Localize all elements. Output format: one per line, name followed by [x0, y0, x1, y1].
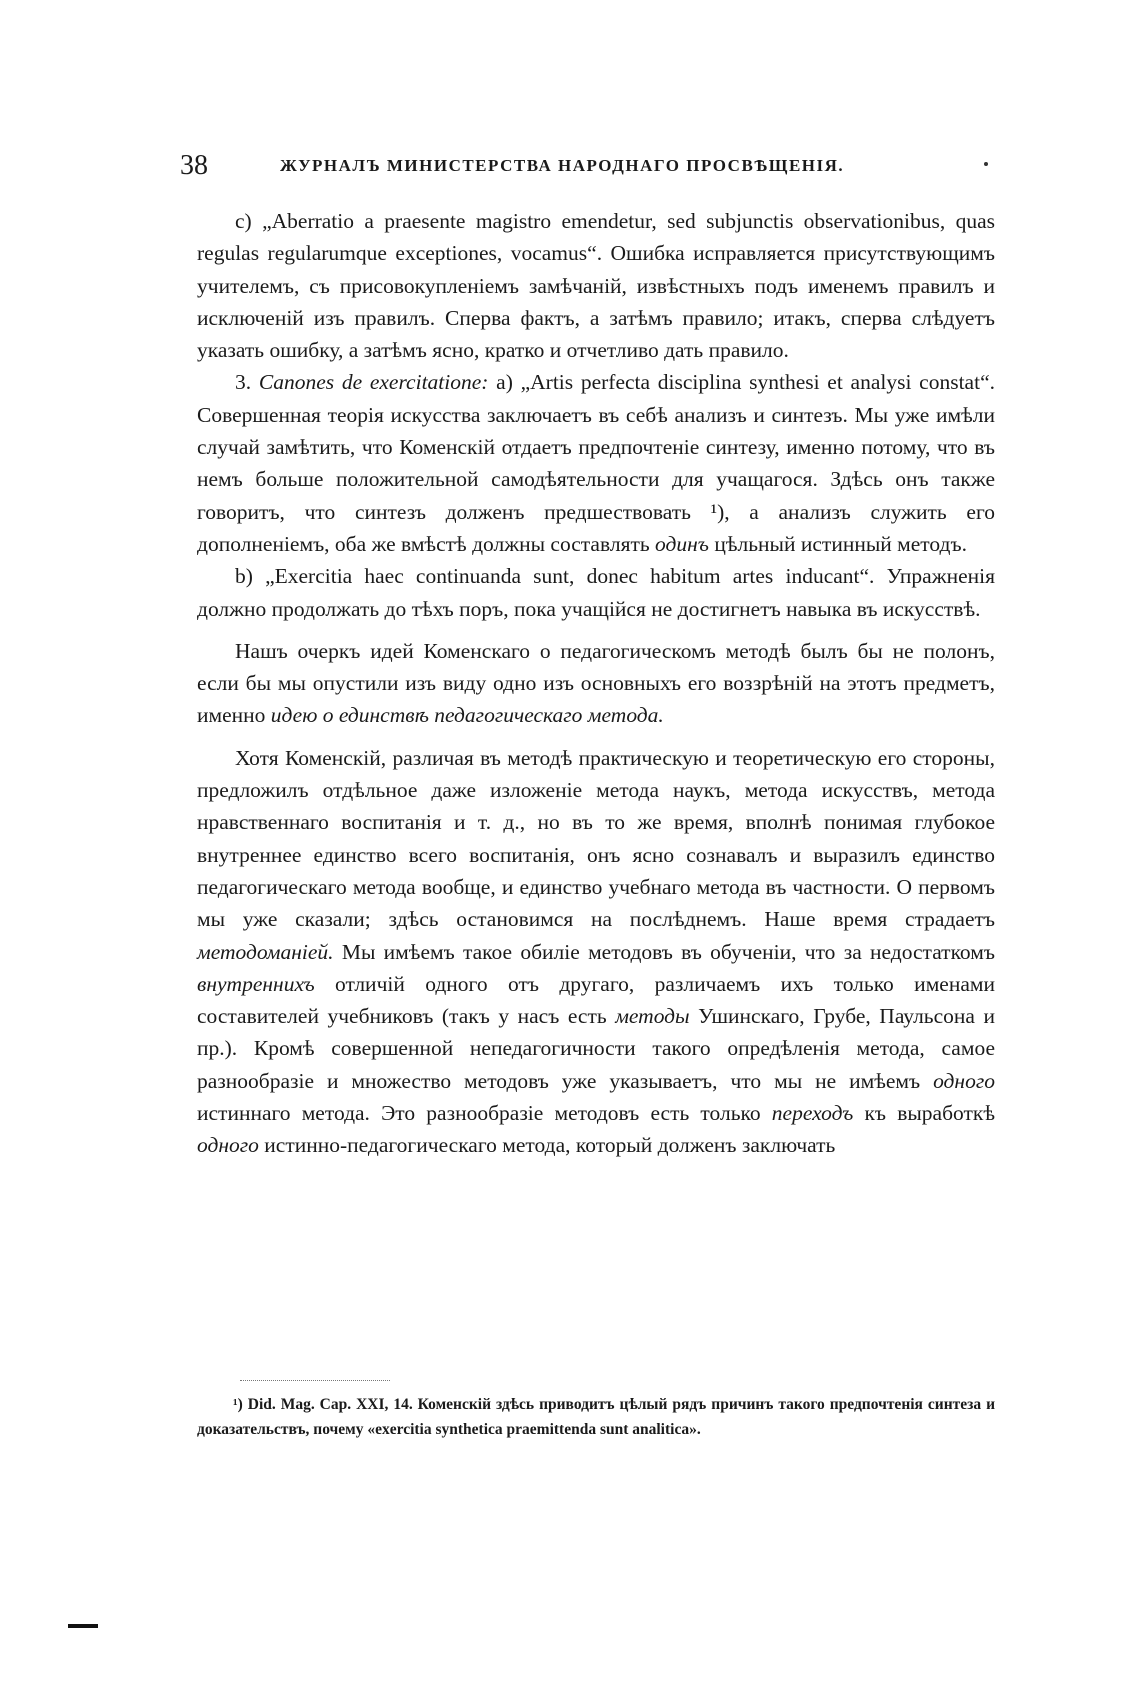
- paragraph-canones: [197, 366, 995, 560]
- italic-run: методоманіей.: [197, 939, 334, 964]
- running-head: [180, 150, 1000, 184]
- text-run: истиннаго метода. Это разнообразіе методовъ есть только: [197, 1101, 772, 1126]
- footnote-rule: [240, 1380, 390, 1381]
- decorative-dot: [984, 162, 988, 166]
- footnote: [197, 1392, 995, 1442]
- text-run: b) „Exercitia haec continuanda sunt, donec habitum artes inducant“. Упражненія должно продолжать до тѣхъ поръ, пока учащійся не достигнетъ навыка въ искусствѣ.: [197, 564, 995, 621]
- italic-run: идею о единствѣ педагогическаго метода.: [270, 703, 664, 728]
- text-run: цѣльный истинный методъ.: [708, 531, 967, 556]
- text-run: Ушинскаго, Грубе, Паульсона и пр.). Кромѣ совершенной непедагогичности такого опредѣленія метода, самое разнообразіе и множество методовъ уже указываетъ, что мы не имѣемъ: [197, 1004, 995, 1093]
- margin-mark: [68, 1624, 98, 1628]
- italic-run: одного: [197, 1133, 259, 1158]
- text-run: истинно-педагогическаго метода, который долженъ заключать: [258, 1133, 836, 1158]
- journal-title: ЖУРНАЛЪ МИНИСТЕРСТВА НАРОДНАГО ПРОСВѢЩЕНІЯ.: [280, 156, 845, 175]
- italic-run: переходъ: [771, 1101, 854, 1126]
- paragraph-komensky-method: [197, 742, 995, 1162]
- text-run: къ выработкѣ: [853, 1101, 996, 1126]
- text-run: c) „Aberratio a praesente magistro emendetur, sed subjunctis observationibus, quas regulas regularumque exceptiones, vocamus“. Ошибка исправляется присутствующимъ учителемъ, съ присовокупленіемъ замѣчаній, извѣстныхъ подъ именемъ правилъ и исключеній изъ правилъ. Сперва фактъ, а затѣмъ правило; итакъ, сперва слѣдуетъ указать ошибку, а затѣмъ ясно, кратко и отчетливо дать правило.: [197, 209, 995, 363]
- paragraph-method-unity: [197, 635, 995, 732]
- italic-run: одинъ: [655, 531, 709, 556]
- text-run: Мы имѣемъ такое обиліе методовъ въ обученіи, что за недостаткомъ: [333, 939, 995, 964]
- text-run: a) „Artis perfecta disciplina synthesi et analysi constat“. Совершенная теорія искусства заключаетъ въ себѣ анализъ и синтезъ. Мы уже имѣли случай замѣтить, что Коменскій отдаетъ предпочтеніе синтезу, именно потому, что въ немъ больше положительной самодѣятельности для учащагося. Здѣсь онъ также говоритъ, что синтезъ долженъ предшествовать ¹), а анализъ служить его дополненіемъ, оба же вмѣстѣ должны составлять: [197, 370, 995, 556]
- text-run: 3.: [235, 370, 259, 395]
- footnote-text: ¹) Did. Mag. Cap. XXI, 14. Коменскій здѣсь приводитъ цѣлый рядъ причинъ такого предпочтенія синтеза и доказательствъ, почему «exercitia synthetica praemittenda sunt analitica».: [197, 1396, 995, 1438]
- text-run: Нашъ очеркъ идей Коменскаго о педагогическомъ методѣ былъ бы не полонъ, если бы мы опустили изъ виду одно изъ основныхъ его воззрѣній на этотъ предметъ, именно: [197, 638, 995, 728]
- italic-run: методы: [615, 1004, 690, 1029]
- page-number: 38: [180, 150, 208, 181]
- text-run: Хотя Коменскій, различая въ методѣ практическую и теоретическую его стороны, предложилъ отдѣльное даже изложеніе метода наукъ, метода искусствъ, метода нравственнаго воспитанія и т. д., но въ то же время, вполнѣ понимая глубокое внутреннее единство всего воспитанія, онъ ясно сознавалъ и выразилъ единство педагогическаго метода вообще, и единство учебнаго метода въ частности. О первомъ мы уже сказали; здѣсь остановимся на послѣднемъ. Наше время страдаетъ: [197, 745, 995, 932]
- italic-run: одного: [933, 1068, 995, 1093]
- italic-run: Canones de exercitatione:: [258, 370, 489, 395]
- paragraph-exercitia: [197, 560, 995, 625]
- text-run: отличій одного отъ другаго, различаемъ ихъ только именами составителей учебниковъ (такъ у насъ есть: [197, 971, 995, 1029]
- body-text: [197, 205, 995, 1162]
- paragraph-correction: [197, 205, 995, 366]
- italic-run: внутреннихъ: [197, 971, 315, 996]
